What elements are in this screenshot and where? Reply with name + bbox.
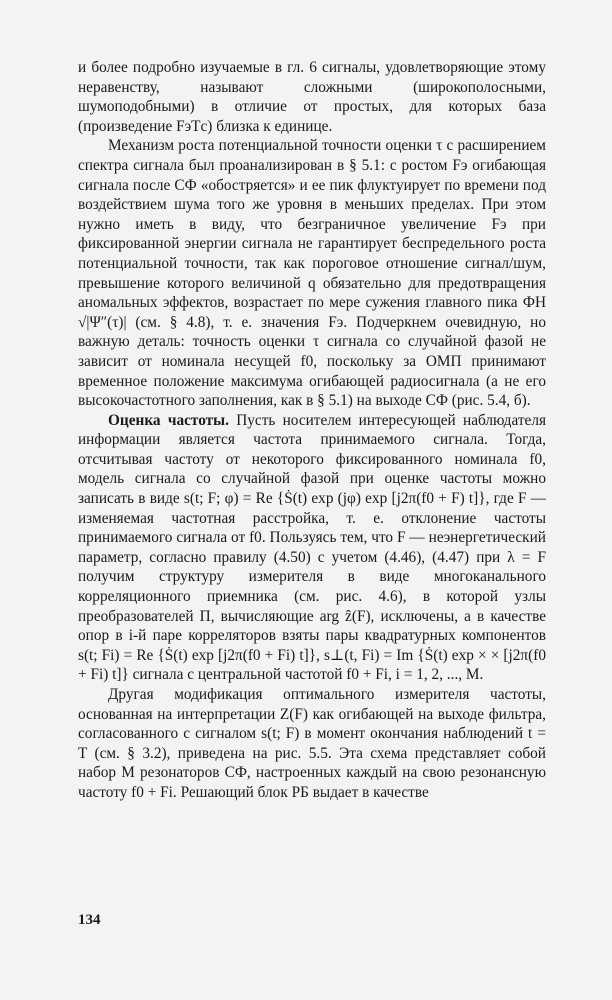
- page-number: 134: [78, 912, 101, 928]
- section-heading: Оценка частоты.: [108, 411, 229, 429]
- paragraph-mechanism: Механизм роста потенциальной точности оценки τ с расширением спектра сигнала был проанализирован в § 5.1: с ростом Fэ огибающая сигнала после СФ «обостряется» и ее пик флуктуирует по времени под воздействием шума того же уровня в меньших пределах. При этом нужно иметь в виду, что безграничное увеличение Fэ при фиксированной энергии сигнала не гарантирует беспредельного роста потенциальной точности, так как пороговое отношение сигнал/шум, превышение которого величиной q обязательно для предотвращения аномальных эффектов, возрастает по мере сужения главного пика ФН √|Ψ″(τ)| (см. § 4.8), т. е. значения Fэ. Подчеркнем очевидную, но важную деталь: точность оценки τ сигнала со случайной фазой не зависит от номинала несущей f0, поскольку за ОМП принимают временное положение максимума огибающей радиосигнала (а не его высокочастотного заполнения, как в § 5.1) на выходе СФ (рис. 5.4, б).: [78, 137, 546, 410]
- paragraph-modification: Другая модификация оптимального измерителя частоты, основанная на интерпретации Z(F) как огибающей на выходе фильтра, согласованного с сигналом s(t; F) в момент окончания наблюдений t = T (см. § 3.2), приведена на рис. 5.5. Эта схема представляет собой набор M резонаторов СФ, настроенных каждый на свою резонансную частоту f0 + Fi. Решающий блок РБ выдает в качестве: [78, 686, 546, 801]
- paragraph-frequency: [78, 411, 546, 685]
- paragraph-intro: и более подробно изучаемые в гл. 6 сигналы, удовлетворяющие этому неравенству, называют сложными (широкополосными, шумоподобными) в отличие от простых, для которых база (произведение FэTс) близка к единице.: [78, 59, 546, 135]
- book-page: [78, 58, 546, 803]
- paragraph-frequency-text: Пусть носителем интересующей наблюдателя информации является частота принимаемого сигнала. Тогда, отсчитывая частоту от некоторого фиксированного номинала f0, модель сигнала со случайной фазой при оценке частоты можно записать в виде s(t; F; φ) = Re {Ṡ(t) exp (jφ) exp [j2π(f0 + F) t]}, где F — изменяемая частотная расстройка, т. е. отклонение частоты принимаемого сигнала от f0. Пользуясь тем, что F — неэнергетический параметр, согласно правилу (4.50) с учетом (4.46), (4.47) при λ = F получим структуру измерителя в виде многоканального корреляционного приемника (см. рис. 4.6), в которой узлы преобразователей П, вычисляющие arg ẑ(F), исключены, а в качестве опор в i-й паре корреляторов взяты пары квадратурных компонентов s(t; Fi) = Re {Ṡ(t) exp [j2π(f0 + Fi) t]}, s⊥(t, Fi) = Im {Ṡ(t) exp × × [j2π(f0 + Fi) t]} сигнала с центральной частотой f0 + Fi, i = 1, 2, ..., M.: [78, 411, 546, 684]
